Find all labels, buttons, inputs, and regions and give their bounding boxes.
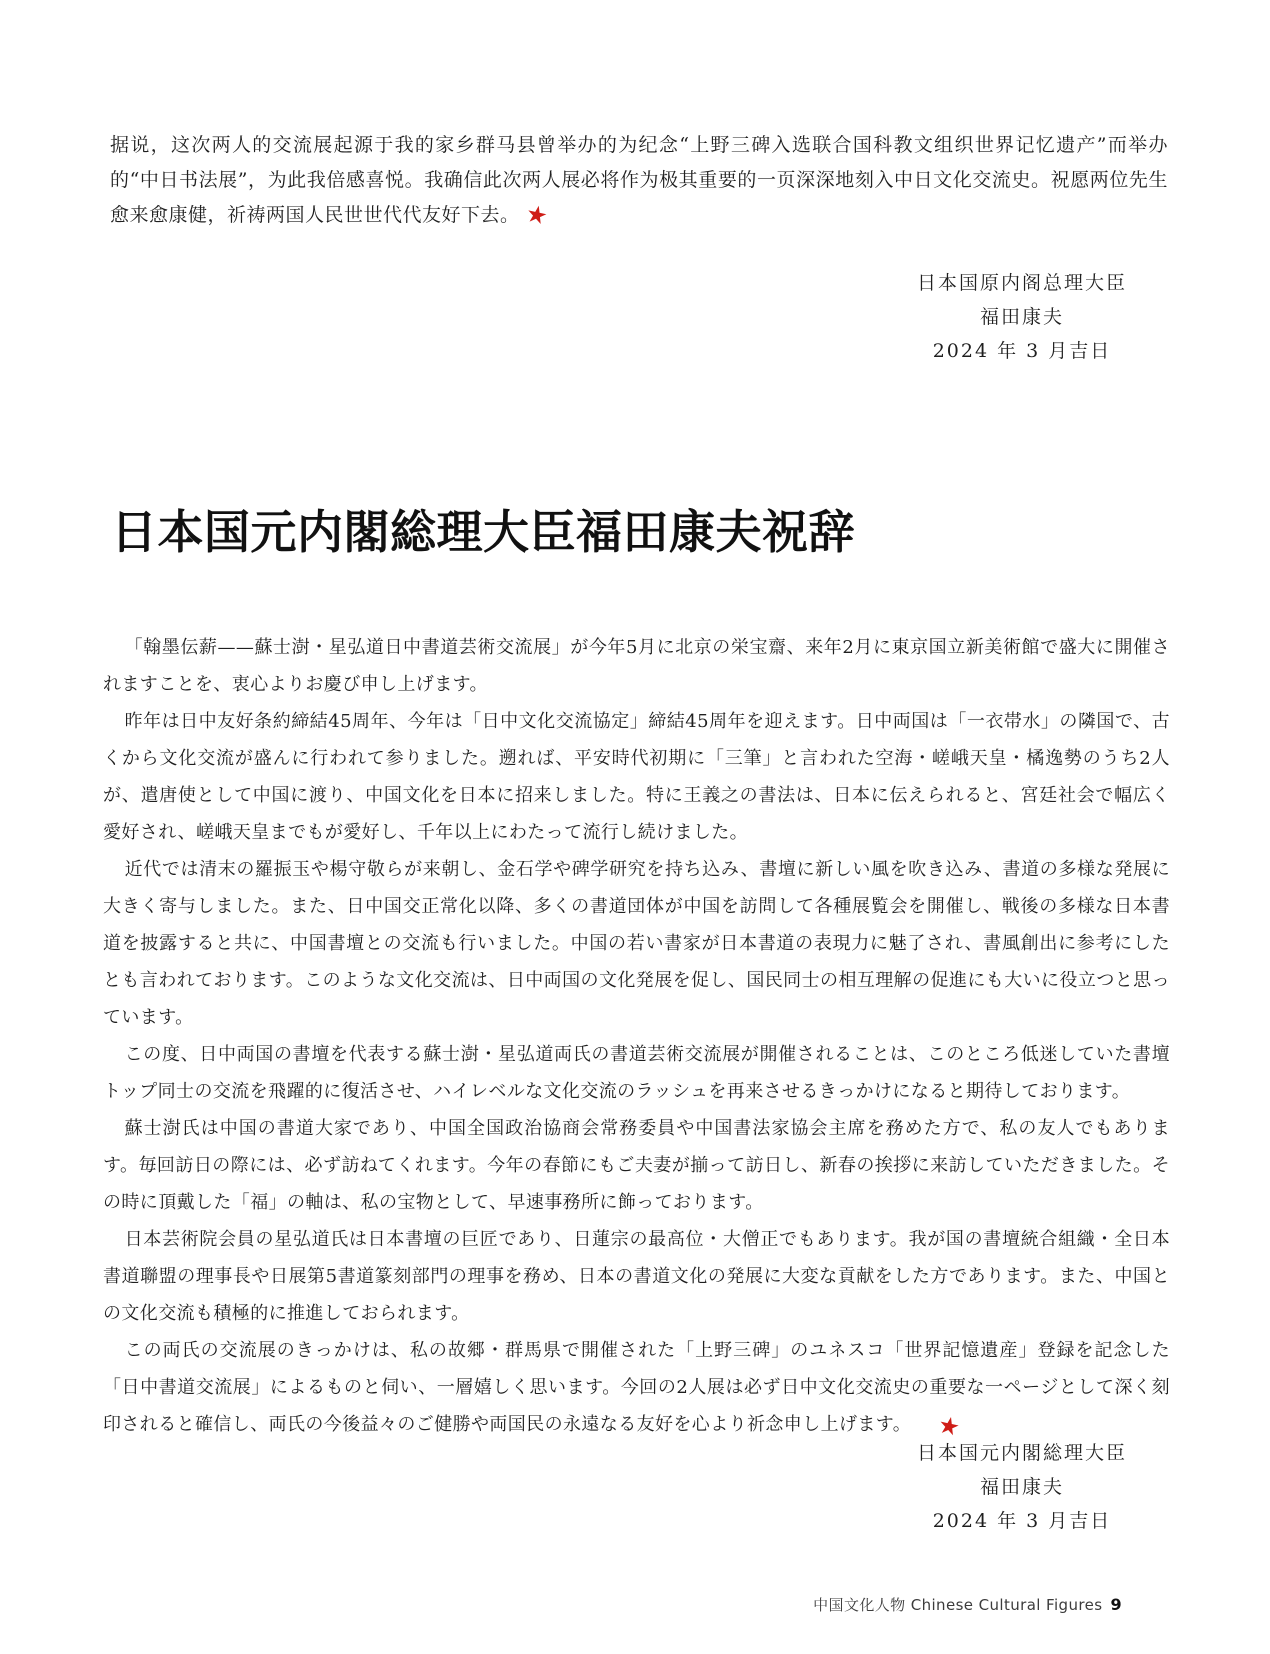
paragraph: 「翰墨伝薪——蘇士澍・星弘道日中書道芸術交流展」が今年5月に北京の栄宝齋、来年2月に東京国立新美術館で盛大に開催されますことを、衷心よりお慶び申し上げます。 xyxy=(103,637,1170,695)
paragraph: この度、日中両国の書壇を代表する蘇士澍・星弘道両氏の書道芸術交流展が開催されることは、このところ低迷していた書壇トップ同士の交流を飛躍的に復活させ、ハイレベルな文化交流のラッシュを再来させるきっかけになると期待しております。 xyxy=(103,1044,1170,1102)
paragraph xyxy=(103,1332,1170,1443)
signature-name: 福田康夫 xyxy=(979,306,1064,328)
signature-date: 2024 年 3 月吉日 xyxy=(932,1510,1112,1532)
signature-block-cn xyxy=(862,266,1182,368)
top-article-paragraph xyxy=(110,128,1168,233)
signature-name: 福田康夫 xyxy=(979,1476,1064,1498)
article-heading: 日本国元内閣総理大臣福田康夫祝辞 xyxy=(111,505,855,559)
signature-date: 2024 年 3 月吉日 xyxy=(932,340,1112,362)
page-number: 9 xyxy=(1110,1595,1122,1614)
paragraph: 近代では清末の羅振玉や楊守敬らが来朝し、金石学や碑学研究を持ち込み、書壇に新しい風を吹き込み、書道の多様な発展に大きく寄与しました。また、日中国交正常化以降、多くの書道団体が中国を訪問して各種展覧会を開催し、戦後の多様な日本書道を披露すると共に、中国書壇との交流も行いました。中国の若い書家が日本書道の表現力に魅了され、書風創出に参考にしたとも言われております。このような文化交流は、日中両国の文化発展を促し、国民同士の相互理解の促進にも大いに役立つと思っています。 xyxy=(103,859,1170,1028)
paragraph-text: この両氏の交流展のきっかけは、私の故郷・群馬県で開催された「上野三碑」のユネスコ「世界記憶遺産」登録を記念した「日中書道交流展」によるものと伺い、一層嬉しく思います。今回の2人展は必ず日中文化交流史の重要な一ページとして深く刻印されると確信し、両氏の今後益々のご健勝や両国民の永遠なる友好を心より祈念申し上げます。 xyxy=(103,1340,1170,1435)
signature-title: 日本国元内閣総理大臣 xyxy=(916,1442,1127,1464)
paragraph: 日本芸術院会員の星弘道氏は日本書壇の巨匠であり、日蓮宗の最高位・大僧正でもあります。我が国の書壇統合組織・全日本書道聯盟の理事長や日展第5書道篆刻部門の理事を務め、日本の書道文化の発展に大変な貢献をした方であります。また、中国との文化交流も積極的に推進しておられます。 xyxy=(103,1229,1170,1324)
signature-title: 日本国原内阁总理大臣 xyxy=(916,272,1127,294)
footer-label: 中国文化人物 Chinese Cultural Figures xyxy=(813,1596,1103,1614)
red-star-icon: ★ xyxy=(522,199,551,231)
red-star-icon: ★ xyxy=(935,1410,964,1443)
article-body xyxy=(103,629,1170,1443)
paragraph: 蘇士澍氏は中国の書道大家であり、中国全国政治協商会常務委員や中国書法家協会主席を務めた方で、私の友人でもあります。毎回訪日の際には、必ず訪ねてくれます。今年の春節にもご夫妻が揃って訪日し、新春の挨拶に来訪していただきました。その時に頂戴した「福」の軸は、私の宝物として、早速事務所に飾っております。 xyxy=(103,1118,1170,1213)
top-article-text: 据说，这次两人的交流展起源于我的家乡群马县曾举办的为纪念“上野三碑入选联合国科教文组织世界记忆遗产”而举办的“中日书法展”，为此我倍感喜悦。我确信此次两人展必将作为极其重要的一页深深地刻入中日文化交流史。祝愿两位先生愈来愈康健，祈祷两国人民世世代代友好下去。 xyxy=(110,134,1168,226)
paragraph: 昨年は日中友好条約締結45周年、今年は「日中文化交流協定」締結45周年を迎えます。日中両国は「一衣帯水」の隣国で、古くから文化交流が盛んに行われて参りました。遡れば、平安時代初期に「三筆」と言われた空海・嵯峨天皇・橘逸勢のうち2人が、遣唐使として中国に渡り、中国文化を日本に招来しました。特に王義之の書法は、日本に伝えられると、宮廷社会で幅広く愛好され、嵯峨天皇までもが愛好し、千年以上にわたって流行し続けました。 xyxy=(103,711,1170,843)
signature-block-jp xyxy=(862,1436,1182,1538)
footer xyxy=(813,1594,1122,1615)
